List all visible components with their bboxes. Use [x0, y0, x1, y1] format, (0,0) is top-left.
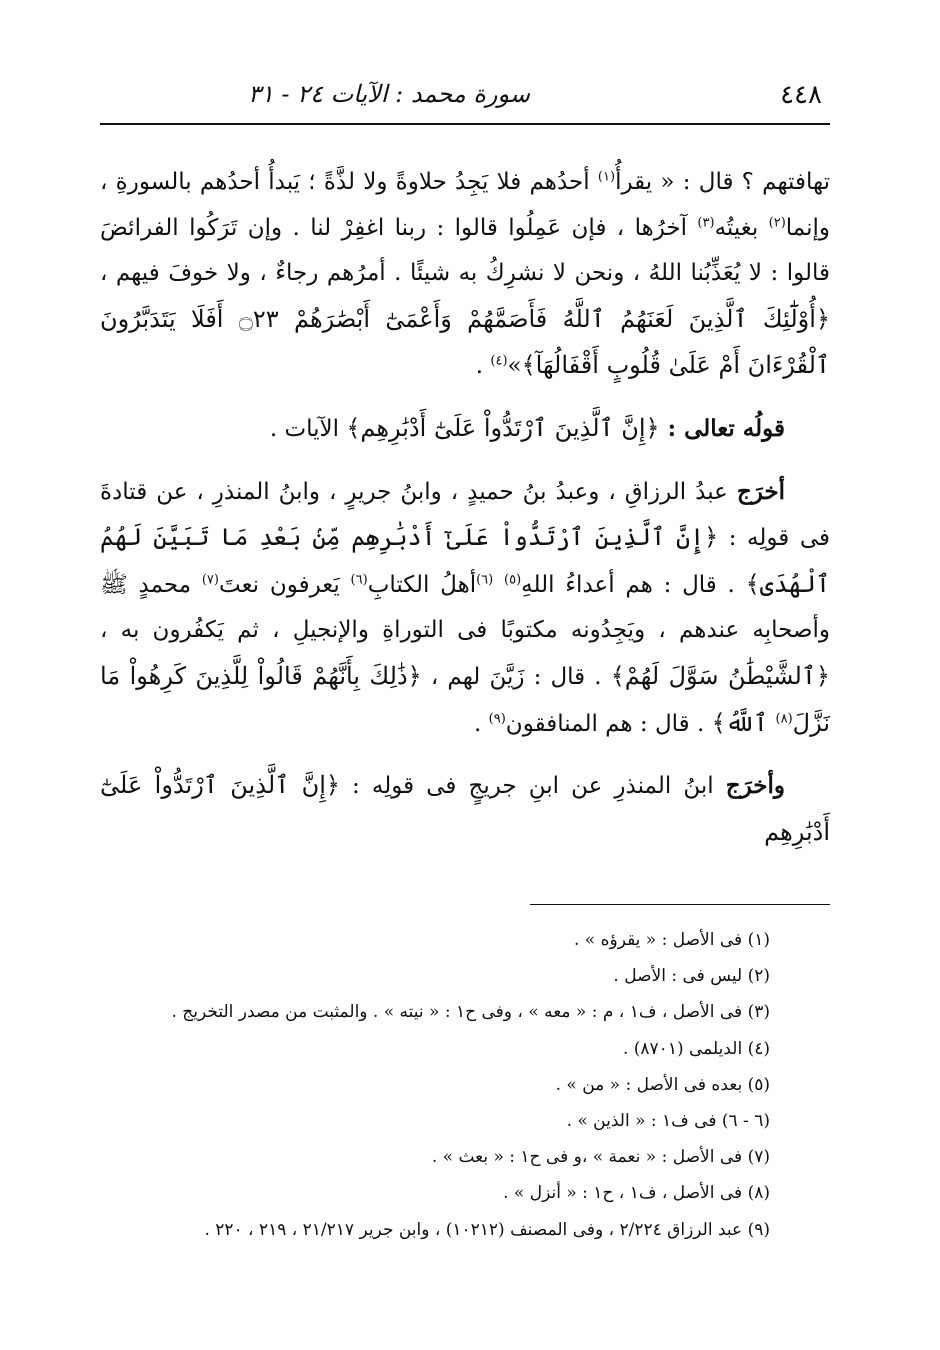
quran-verse: ﴿إِنَّ ٱلَّذِينَ ٱرْتَدُّواْ عَلَىٰٓ أَدْبَٰرِهِم مِّنۢ بَعْدِ مَا تَبَيَّنَ لَهُمُ ٱلْهُدَى﴾	[100, 523, 831, 598]
text-run: .	[474, 710, 489, 737]
footnote-5: (٥) بعده فى الأصل : « من » .	[555, 1074, 770, 1095]
text-run: يَعرفون نعتَ	[218, 571, 351, 598]
footnote-ref-7: (٧)	[201, 572, 219, 588]
quran-verse: ٱللَّهُ﴾	[711, 708, 776, 737]
footnote-ref-6-open: (٦)	[476, 572, 494, 588]
footnote-ref-5: (٥)	[504, 572, 522, 588]
footnotes	[100, 922, 770, 1248]
text-run: . قال : هم المنافقون	[505, 710, 712, 737]
text-run: بغيتُه	[714, 214, 769, 241]
text-run: . قال : هم أعداءُ اللهِ	[521, 571, 746, 598]
footnote-8: (٨) فى الأصل ، ف١ ، ح١ : « أنزل » .	[503, 1183, 770, 1204]
heading-tail: الآيات .	[269, 415, 347, 442]
running-title: سورة محمد : الآيات ٢٤ - ٣١	[248, 80, 530, 108]
footnote-ref-8: (٨)	[775, 710, 793, 726]
paragraph-1	[100, 160, 830, 390]
text-run	[493, 572, 504, 598]
main-text	[100, 160, 830, 856]
quran-verse: ﴿ذَٰلِكَ بِأَنَّهُمْ قَالُواْ لِلَّذِينَ كَرِهُواْ مَا نَزَّلَ	[100, 661, 830, 737]
text-run: آخرُها ، فإن عَمِلُوا قالوا : ربنا اغفِرْ لنا . وإن تَرَكُوا الفرائضَ قالوا : لا يُعَذِّبُنا اللهُ ، ونحن لا نشرِكُ به شيئًا . أمرُهم رجاءٌ ، ولا خوفَ فيهم ،	[100, 214, 830, 287]
text-run: عبدُ الرزاقِ ، وعبدُ بنُ حميدٍ ، وابنُ جريرٍ ، وابنُ المنذرِ ، عن قتادةَ فى قولِه :	[100, 478, 830, 552]
footnote-ref-4: (٤)	[490, 353, 508, 369]
text-run: .	[475, 353, 491, 380]
paragraph-lead: أخرَج	[736, 477, 785, 505]
text-run: . قال : زَيَّنَ لهم ،	[421, 663, 611, 690]
footnote-ref-3: (٣)	[697, 214, 715, 230]
footnote-9: (٩) عبد الرزاق ٢/٢٢٤ ، وفى المصنف (١٠٢١٢) ، وابن جرير ٢١/٢١٧ ، ٢١٩ ، ٢٢٠ .	[204, 1219, 770, 1240]
paragraph-lead: وأخرَج	[725, 772, 785, 800]
footnote-ref-9: (٩)	[488, 710, 506, 726]
quran-verse: ﴿إِنَّ ٱلَّذِينَ ٱرْتَدُّواْ عَلَىٰٓ أَدْبَٰرِهِم﴾	[346, 413, 660, 442]
footnote-2: (٢) ليس فى : الأصل .	[613, 966, 770, 987]
text-run: ابنُ المنذرِ عن ابنِ جريجٍ فى قولِه :	[339, 773, 726, 800]
verse-heading	[100, 406, 830, 453]
text-run: أحدُهم فلا يَجِدُ حلاوةً ولا لذَّةً ؛ يَبدأُ أحدُهم بالسورةِ ، وإنما	[100, 169, 830, 241]
footnote-rule	[530, 904, 830, 905]
text-run: »	[507, 353, 522, 380]
quran-verse: ﴿ٱلشَّيْطَٰنُ سَوَّلَ لَهُمْ﴾	[610, 661, 830, 690]
heading-lead: قولُه تعالى :	[659, 414, 785, 442]
footnote-1: (١) فى الأصل : « يقرؤه » .	[573, 930, 770, 950]
footnote-ref-1: (١)	[597, 169, 616, 185]
footnote-3: (٣) فى الأصل ، ف١ ، م : « معه » ، وفى ح١ : « نيته » . والمثبت من مصدر التخريج .	[171, 1002, 770, 1023]
footnote-ref-2: (٢)	[768, 214, 786, 230]
footnote-6: (٦ - ٦) فى ف١ : « الذين » .	[566, 1111, 770, 1132]
paragraph-3	[100, 469, 830, 748]
text-run: أهلُ الكتابِ	[367, 571, 477, 598]
footnote-ref-6-close: (٦)	[350, 572, 368, 588]
footnote-4: (٤) الديلمى (٨٧٠١) .	[622, 1038, 770, 1059]
text-run: تهافتهم ؟ قال : « يقرأُ	[615, 169, 830, 195]
quran-verse: ﴿أُوْلَٰٓئِكَ ٱلَّذِينَ لَعَنَهُمُ ٱللَّهُ فَأَصَمَّهُمْ وَأَعْمَىٰٓ أَبْصَٰرَهُمْ ۝٢٣ أَفَلَا يَتَدَبَّرُونَ ٱلْقُرْءَانَ أَمْ عَلَىٰ قُلُوبٍ أَقْفَالُهَآ﴾	[100, 304, 831, 380]
page-number: ٤٤٨	[780, 80, 822, 110]
header-rule	[100, 123, 830, 125]
quran-verse: ﴿إِنَّ ٱلَّذِينَ ٱرْتَدُّواْ عَلَىٰٓ أَدْبَٰرِهِم	[100, 771, 830, 846]
text-run: محمدٍ ﷺ وأصحابِه عندهم ، ويَجِدُونه مكتوبًا فى التوراةِ والإنجيلِ ، ثم يَكفُرون به ،	[100, 571, 830, 644]
footnote-7: (٧) فى الأصل : « نعمة » ،و فى ح١ : « بعث » .	[431, 1147, 770, 1168]
page-header	[100, 62, 830, 122]
paragraph-4	[100, 763, 830, 856]
